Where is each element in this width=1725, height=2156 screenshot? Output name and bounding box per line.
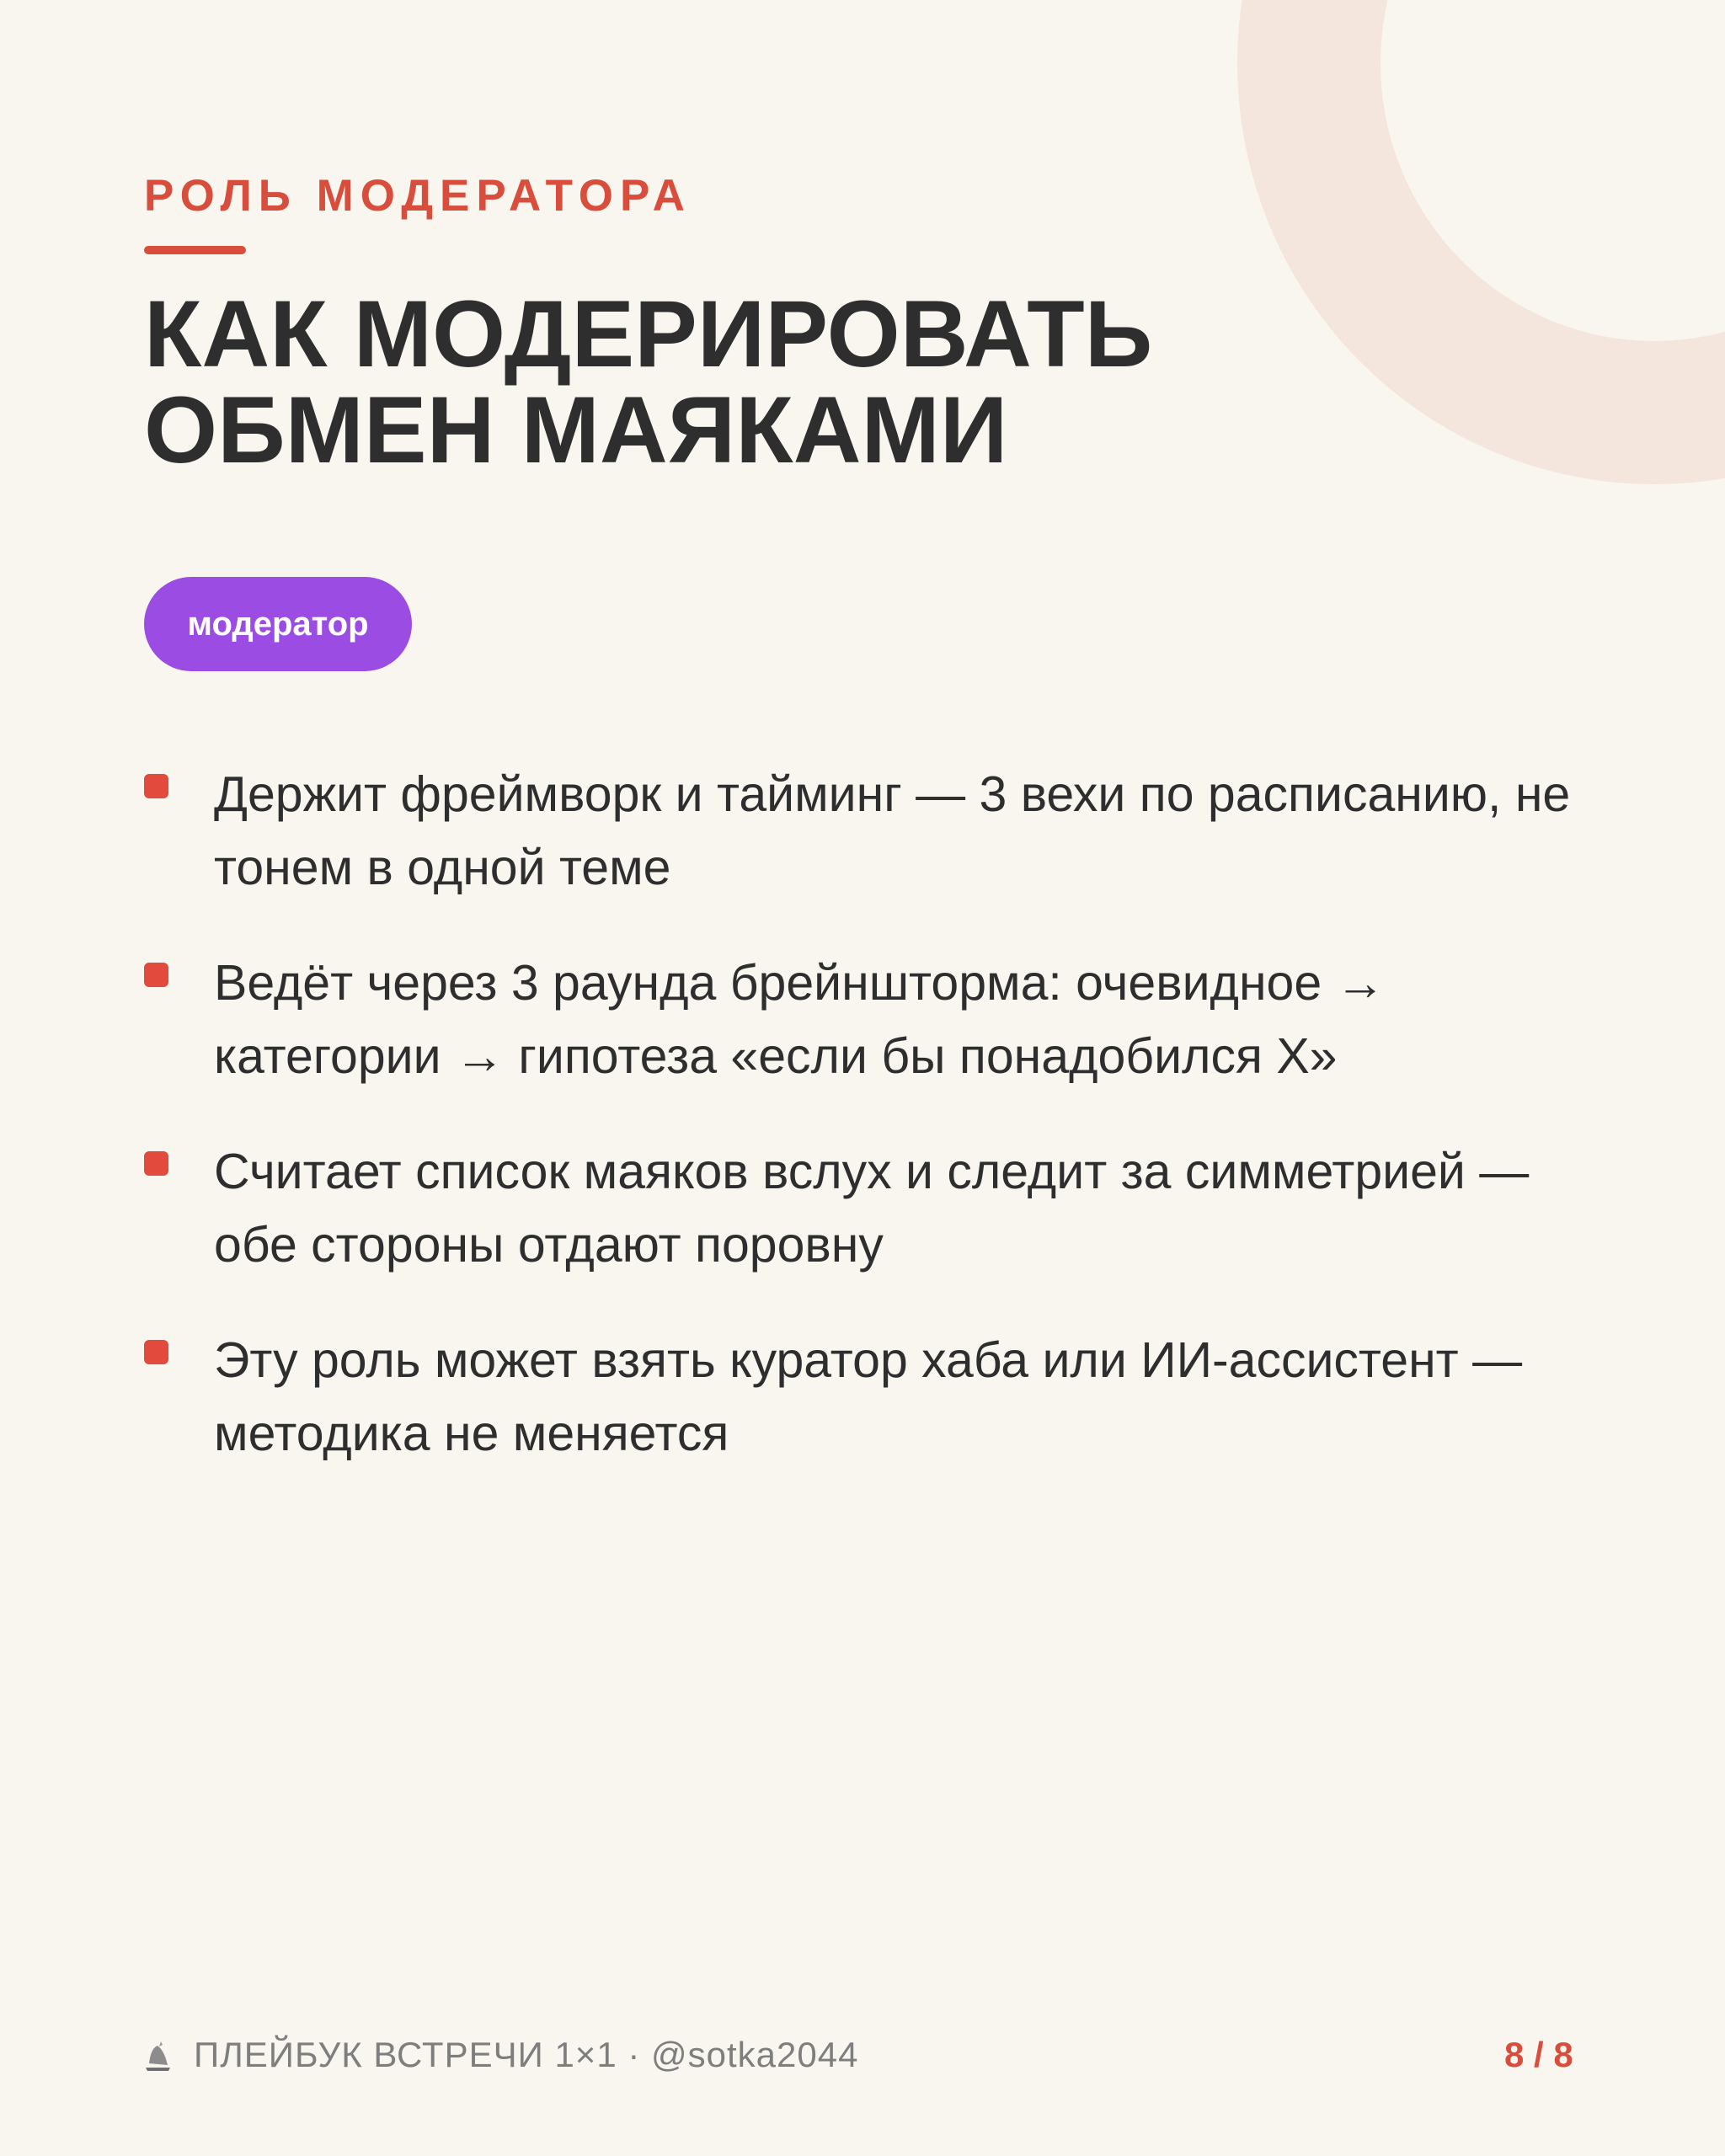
- footer-brand: [144, 2031, 858, 2079]
- headline-line-1: КАК МОДЕРИРОВАТЬ: [144, 281, 1153, 387]
- bullet-text: Держит фреймворк и тайминг — 3 вехи по расписанию, не тонем в одной теме: [214, 766, 1571, 895]
- kicker-underline: [144, 246, 246, 254]
- decorative-ring: [1237, 0, 1725, 484]
- bullet-item: [144, 758, 1576, 905]
- bullet-marker: [144, 963, 168, 987]
- role-chip: модератор: [144, 577, 412, 671]
- bullet-text: Эту роль может взять куратор хаба или ИИ-ассистент — методика не меняется: [214, 1332, 1523, 1461]
- bullet-item: [144, 947, 1576, 1093]
- bullet-marker: [144, 774, 168, 798]
- bell-icon: [144, 2040, 172, 2071]
- slide-headline: [144, 281, 1153, 483]
- headline-line-2: ОБМЕН МАЯКАМИ: [144, 377, 1008, 483]
- footer-brand-text: ПЛЕЙБУК ВСТРЕЧИ 1×1 · @sotka2044: [194, 2035, 859, 2074]
- bullet-text: Ведёт через 3 раунда брейншторма: очевидное → категории → гипотеза «если бы понадобился X»: [214, 955, 1386, 1084]
- page-counter: 8 / 8: [1504, 2035, 1573, 2074]
- bullet-list: [144, 758, 1576, 1513]
- bullet-text: Считает список маяков вслух и следит за симметрией — обе стороны отдают поровну: [214, 1144, 1530, 1273]
- section-kicker: РОЛЬ МОДЕРАТОРА: [144, 171, 692, 221]
- bullet-marker: [144, 1340, 168, 1364]
- bullet-item: [144, 1324, 1576, 1470]
- bullet-item: [144, 1135, 1576, 1282]
- bullet-marker: [144, 1151, 168, 1176]
